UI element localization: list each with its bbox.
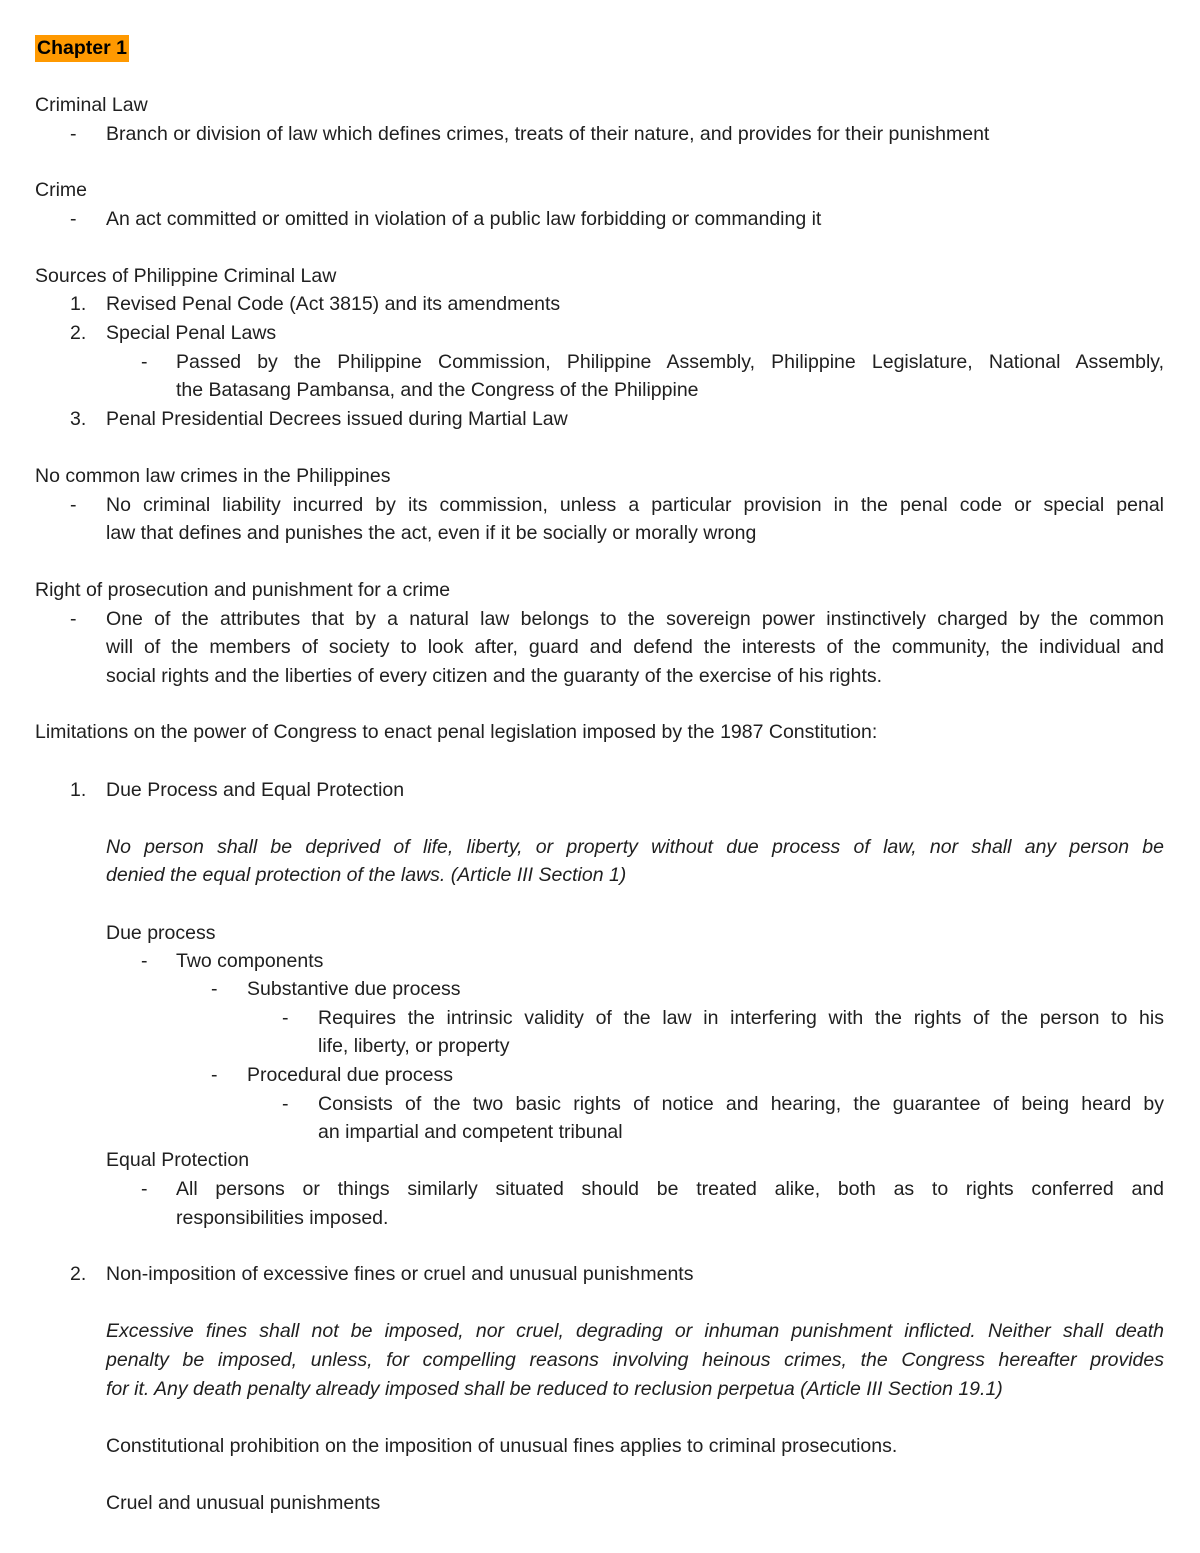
list-number: 3.: [70, 408, 87, 430]
substantive-definition: life, liberty, or property: [318, 1035, 510, 1057]
bullet-dash: -: [70, 208, 77, 230]
bullet-dash: -: [141, 950, 148, 972]
procedural-definition: Consists of the two basic rights of notice and hearing, the guarantee of being heard by: [318, 1093, 1164, 1115]
limitation-1-title: Due Process and Equal Protection: [106, 779, 405, 801]
list-number: 1.: [70, 293, 87, 315]
sources-item-3: Penal Presidential Decrees issued during Martial Law: [106, 408, 568, 430]
prosecution-definition: One of the attributes that by a natural law belongs to the sovereign power instinctively charged by the common: [106, 608, 1164, 630]
bullet-dash: -: [70, 494, 77, 516]
criminal-law-definition: Branch or division of law which defines crimes, treats of their nature, and provides for their punishment: [106, 123, 990, 145]
bullet-dash: -: [70, 608, 77, 630]
two-components: Two components: [176, 950, 324, 972]
procedural-definition: an impartial and competent tribunal: [318, 1121, 623, 1143]
list-number: 2.: [70, 322, 87, 344]
bullet-dash: -: [211, 1064, 218, 1086]
prosecution-heading: Right of prosecution and punishment for a crime: [35, 579, 451, 601]
limitation-2-title: Non-imposition of excessive fines or cruel and unusual punishments: [106, 1263, 694, 1285]
prosecution-definition: will of the members of society to look after, guard and defend the interests of the community, the individual and: [106, 636, 1164, 658]
bullet-dash: -: [211, 978, 218, 1000]
equal-protection-heading: Equal Protection: [106, 1149, 250, 1171]
common-law-definition: No criminal liability incurred by its commission, unless a particular provision in the penal code or special penal: [106, 494, 1164, 516]
crime-heading: Crime: [35, 179, 87, 201]
substantive-definition: Requires the intrinsic validity of the law in interfering with the rights of the person to his: [318, 1007, 1164, 1029]
cruel-punishments-heading: Cruel and unusual punishments: [106, 1492, 381, 1514]
equal-protection-definition: responsibilities imposed.: [176, 1207, 389, 1229]
constitution-quote: No person shall be deprived of life, liberty, or property without due process of law, nor shall any person be: [106, 836, 1164, 858]
sources-item-2: Special Penal Laws: [106, 322, 277, 344]
sources-item-2-detail: the Batasang Pambansa, and the Congress of the Philippine: [176, 379, 699, 401]
criminal-law-heading: Criminal Law: [35, 94, 148, 116]
bullet-dash: -: [70, 123, 77, 145]
limitations-heading: Limitations on the power of Congress to enact penal legislation imposed by the 1987 Constitution:: [35, 721, 878, 743]
due-process-heading: Due process: [106, 922, 216, 944]
list-number: 2.: [70, 1263, 87, 1285]
constitution-quote: Excessive fines shall not be imposed, nor cruel, degrading or inhuman punishment inflicted. Neither shall death: [106, 1320, 1164, 1342]
sources-heading: Sources of Philippine Criminal Law: [35, 265, 337, 287]
unusual-fines-note: Constitutional prohibition on the imposition of unusual fines applies to criminal prosecutions.: [106, 1435, 898, 1457]
constitution-quote: denied the equal protection of the laws. (Article III Section 1): [106, 864, 627, 886]
sources-item-1: Revised Penal Code (Act 3815) and its amendments: [106, 293, 561, 315]
equal-protection-definition: All persons or things similarly situated should be treated alike, both as to rights conferred and: [176, 1178, 1164, 1200]
bullet-dash: -: [141, 1178, 148, 1200]
prosecution-definition: social rights and the liberties of every citizen and the guaranty of the exercise of his rights.: [106, 665, 883, 687]
sources-item-2-detail: Passed by the Philippine Commission, Philippine Assembly, Philippine Legislature, National Assembly,: [176, 351, 1164, 373]
list-number: 1.: [70, 779, 87, 801]
bullet-dash: -: [282, 1093, 289, 1115]
substantive-due-process: Substantive due process: [247, 978, 461, 1000]
chapter-title: Chapter 1: [35, 35, 129, 62]
common-law-definition: law that defines and punishes the act, even if it be socially or morally wrong: [106, 522, 757, 544]
bullet-dash: -: [282, 1007, 289, 1029]
procedural-due-process: Procedural due process: [247, 1064, 453, 1086]
constitution-quote: for it. Any death penalty already imposed shall be reduced to reclusion perpetua (Article III Section 19.1): [106, 1378, 1003, 1400]
constitution-quote: penalty be imposed, unless, for compelling reasons involving heinous crimes, the Congress hereafter provides: [106, 1349, 1164, 1371]
crime-definition: An act committed or omitted in violation of a public law forbidding or commanding it: [106, 208, 822, 230]
common-law-heading: No common law crimes in the Philippines: [35, 465, 391, 487]
bullet-dash: -: [141, 351, 148, 373]
